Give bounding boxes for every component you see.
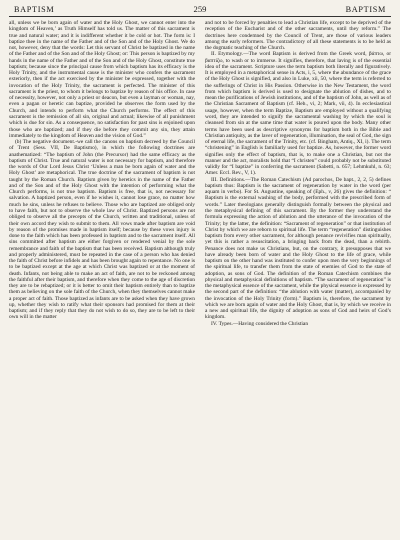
header-right-title: BAPTISM xyxy=(345,5,386,14)
left-column xyxy=(9,20,195,539)
paragraph-definitions: III. Definitions.—The Roman Catechism (Ad parochos, De bapt., 2, 2, 5) defines baptism thus: Baptism is the sacrament of regeneration by water in the word (per aquam in verbo). For St. Augustine, speaking of (Eph., v, 26) gives the definition: “ Baptism is the external washing of the body, performed with the prescribed form of words.” Later theologians generally distinguish formally between the physical and the metaphysical defining of this sacrament. By the former they understand the formula expressing the action of ablution and the utterance of the invocation of the Trinity; by the latter, the definition: “Sacrament of regeneration” or that institution of Christ by which we are reborn to spiritual life. The term “regeneration” distinguishes baptism from every other sacrament, for although penance revivifies man spiritually, yet this is rather a resuscitation, a bringing back from the dead, than a rebirth. Penance does not make us Christians, but, on the contrary, it presupposes that we have already been born of water and the Holy Ghost to the life of grace, while baptism on the other hand was instituted to confer upon men the very beginnings of the spiritual life, to transfer them from the state of enemies of God to the state of adoption, as sons of God. The definition of the Roman Catechism combines the physical and metaphysical definitions of baptism. “The sacrament of regeneration” is the metaphysical essence of the sacrament, while the physical essence is expressed by the second part of the definition: “the ablution with water (matter), accompanied by the invocation of the Holy Trinity (form).” Baptism is, therefore, the sacrament by which we are born again of water and the Holy Ghost, that is, by which we receive in a new and spiritual life, the dignity of adoption as sons of God and heirs of God’s kingdom. xyxy=(205,176,391,321)
two-column-body xyxy=(9,20,391,539)
paragraph-types: IV. Types.—Having considered the Christian xyxy=(211,320,309,327)
page-number: 259 xyxy=(193,4,207,14)
paragraph: all, unless we be born again of water and the Holy Ghost, we cannot enter into the kingdom of Heaven,’ as Truth Himself has told us. The matter of this sacrament is true and natural water; and it is indifferent whether it be cold or hot. The form is: I baptize thee in the name of the Father and of the Son and of the Holy Ghost. We do not, however, deny that the words: Let this servant of Christ be baptized in the name of the Father and of the Son and of the Holy Ghost; or: This person is baptized by my hands in the name of the Father and of the Son and of the Holy Ghost, constitute true baptism; because since the principal cause from which baptism has its efficacy is the Holy Trinity, and the instrumental cause is the minister who confers the sacrament exteriorly, then if the act exercised by the minister be expressed, together with the invocation of the Holy Trinity, the sacrament is perfected. The minister of this sacrament is the priest, to whom it belongs to baptize by reason of his office. In case of necessity, however, not only a priest or deacon, but even a layman or woman, nay, even a pagan or heretic can baptize, provided he observes the form used by the Church, and intends to perform what the Church performs. The effect of this sacrament is the remission of all sin, original and actual; likewise of all punishment which is due for sin. As a consequence, no satisfaction for past sins is enjoined upon those who are baptized; and if they die before they commit any sin, they attain immediately to the kingdom of Heaven and the vision of God.” xyxy=(9,20,195,139)
paragraph-etymology: II. Etymology.—The word Baptism is derived from the Greek word, βάπτω, or βαπτίζω, to wash or to immerse. It signifies, therefore, that laving is of the essential idea of the sacrament. Scripture uses the term baptism both literally and figuratively. It is employed in a metaphorical sense in Acts, i, 5, where the abundance of the grace of the Holy Ghost is signified, and also in Luke, xii, 50, where the term is referred to the sufferings of Christ in His Passion. Otherwise in the New Testament, the word from which baptism is derived is used to designate the ablution of dishes, and to mean the purifications of Jewish institutions, and of the baptism of John, as well as of the Christian Sacrament of Baptism (cf. Heb., vi, 2; Mark, vii, 4). In ecclesiastical usage, however, when the term Baptize, Baptism are employed without a qualifying word, they are intended to signify the sacramental washing by which the soul is cleansed from sin at the same time that water is poured upon the body. Many other terms have been used as descriptive synonyms for baptism both in the Bible and Christian antiquity, as the laver of regeneration, illumination, the seal of God, the sign of eternal life, the sacrament of the Trinity, etc. (cf. Bingham, Antiq., XI, i). The term “christening” in English is familiarly used for baptize. As, however, the former word signifies only the effect of baptism, that is, to make one a Christian, but not the manner and the act, moralists hold that “I christen” could probably not be substituted validly for “I baptize” in conferring the sacrament (Sabetti, n. 657; Lehmkuhl, n. 63; Amer. Eccl. Rev., V, 1). xyxy=(205,51,391,177)
paragraph: (b) The negative document.-we call the canons on baptism decreed by the Council of Trent (Sess. VII, De Baptismo), in which the following doctrines are anathematized: “The baptism of John (the Precursor) had the same efficacy as the baptism of Christ. True and natural water is not necessary for baptism, and therefore the words of Our Lord Jesus Christ ‘Unless a man be born again of water and the Holy Ghost’ are metaphorical. The true doctrine of the sacrament of baptism is not taught by the Roman Church. Baptism given by heretics in the name of the Father and of the Son and of the Holy Ghost with the intention of performing what the Church performs, is not true baptism. Baptism is free, that is, not necessary for salvation. A baptized person, even if he wishes it, cannot lose grace, no matter how much he sins, unless he refuses to believe. Those who are baptized are obliged only to have faith, but not to observe the whole law of Christ. Baptized persons are not obliged to observe all the precepts of the Church, written and traditional, unless of their own accord they wish to submit to them. All vows made after baptism are void by reason of the promises made in baptism itself; because by these vows injury is done to the faith which has been professed in baptism and to the sacrament itself. All sins committed after baptism are either forgiven or rendered venial by the sole remembrance and faith of the baptism that has been received. Baptism although truly and properly administered, must be repeated in the case of a person who has denied the faith of Christ before infidels and has been brought again to repentance. No one is to be baptized except at the age at which Christ was baptized or at the moment of death. Infants, not being able to make an act of faith, are not to be reckoned among the faithful after their baptism, and therefore when they come to the age of discretion they are to be rebaptized; or it is better to omit their baptism entirely than to baptize them as believing on the sole faith of the Church, when they themselves cannot make a proper act of faith. Those baptized as infants are to be asked when they have grown up, whether they wish to ratify what their sponsors had promised for them at their baptism; and if they reply that they do not wish to do so, they are to be left to their own will in the matter xyxy=(9,139,195,321)
header-left-title: BAPTISM xyxy=(14,5,55,14)
paragraph: and not to be forced by penalties to lead a Christian life, except to be deprived of the reception of the Eucharist and of the other sacraments, until they reform.” The doctrines here condemned by the Council of Trent, are those of various leaders among the early reformers. The contradictory of all these statements is to be held as the dogmatic teaching of the Church. xyxy=(205,20,391,52)
running-header xyxy=(9,4,391,17)
right-column xyxy=(205,20,391,539)
